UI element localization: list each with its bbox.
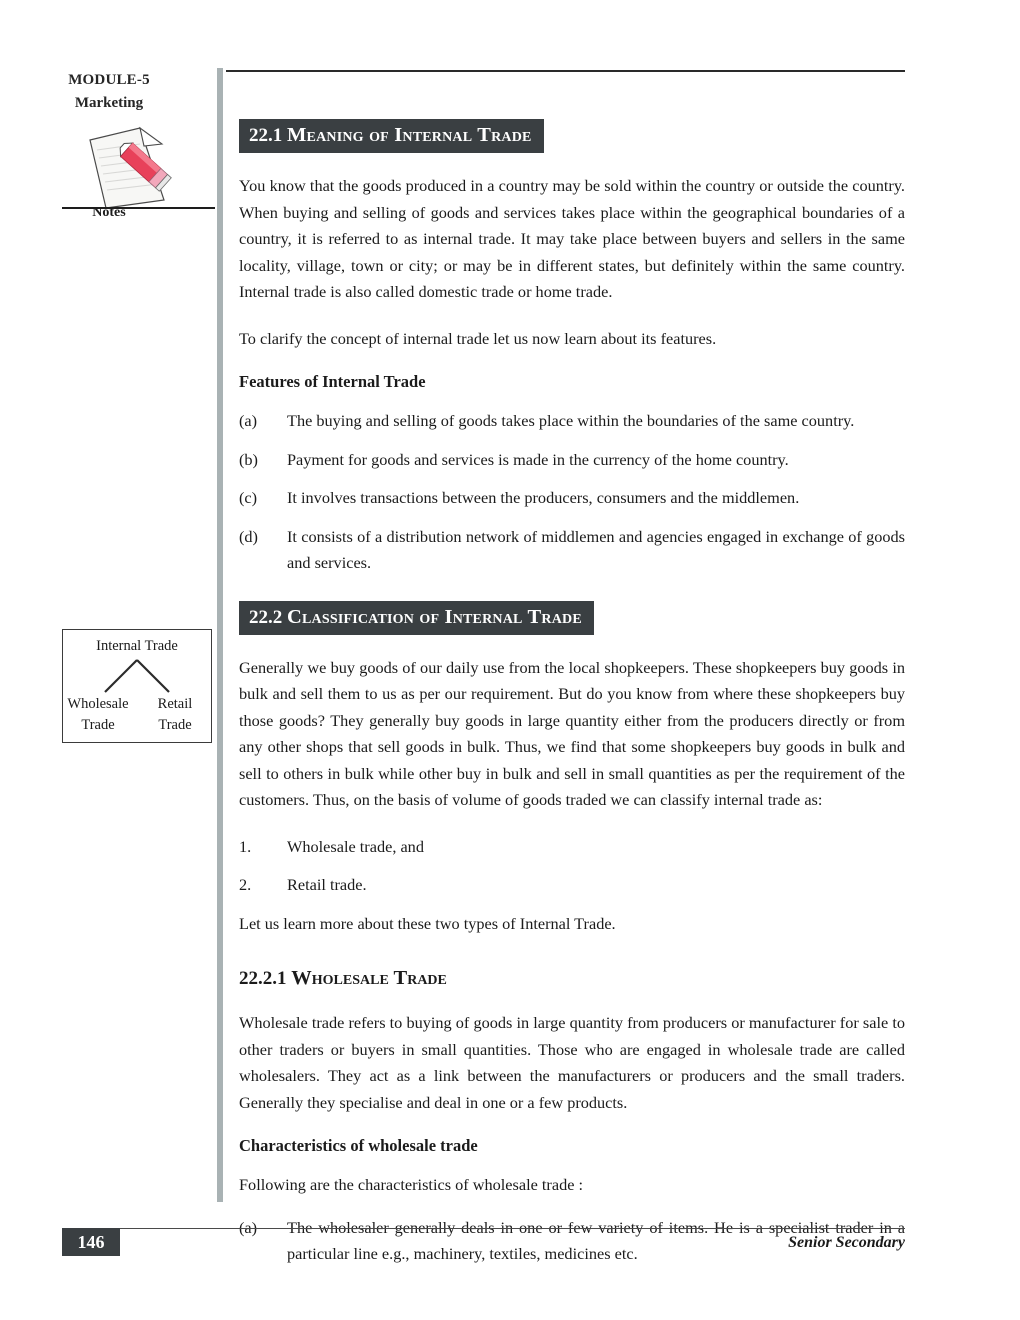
trade-types-list (239, 834, 905, 899)
list-marker: (c) (239, 488, 258, 507)
left-margin-column (0, 0, 218, 1320)
section-22-1-paragraph-2: To clarify the concept of internal trade let us now learn about its features. (239, 328, 717, 348)
section-22-2-1-paragraph-2: Following are the characteristics of wholesale trade : (239, 1175, 584, 1194)
section-number-22-1: 22.1 (249, 125, 283, 146)
list-text: It consists of a distribution network of middlemen and agencies engaged in exchange of goods and services. (287, 526, 905, 572)
main-content-column (239, 0, 905, 1268)
diagram-left-leaf-line2: Trade (81, 717, 115, 733)
section-number-22-2: 22.2 (249, 606, 283, 628)
list-marker: (b) (239, 449, 258, 469)
list-text: Wholesale trade, and (287, 836, 424, 856)
margin-vertical-rule (217, 68, 223, 1202)
list-marker: (a) (239, 411, 258, 430)
list-marker: 1. (239, 836, 252, 856)
section-22-1-paragraph-1: You know that the goods produced in a country may be sold within the country or outside the country. When buying and selling of goods and services takes place within the geographical boundaries of a country, it is referred to as internal trade. It may take place between buyers and sellers in the same locality, village, town or city; or may be in different states, but definitely within the same country. Internal trade is also called domestic trade or home trade. (239, 176, 905, 301)
notes-paper-pencil-icon (78, 122, 188, 210)
footer-right-label: Senior Secondary (788, 1234, 905, 1251)
section-title-22-1: Meaning of Internal Trade (287, 124, 532, 146)
section-heading-22-1 (239, 119, 544, 153)
diagram-right-leaf (139, 694, 211, 736)
list-item (239, 834, 905, 861)
diagram-left-leaf-line1: Wholesale (67, 696, 129, 712)
section-heading-22-2 (239, 601, 594, 635)
list-text: Payment for goods and services is made in the currency of the home country. (287, 449, 789, 469)
diagram-right-leaf-line1: Retail (157, 696, 193, 712)
section-22-2-paragraph-1: Generally we buy goods of our daily use from the local shopkeepers. These shopkeepers buy goods in bulk and sell them to us as per our requirement. But do you know from where these shopkeepers buy those goods? They generally buy goods in large quantity either from the producers directly or from any other shops that sell goods in bulk. Thus, we find that some shopkeepers buy goods in bulk and sell to others in bulk while other buy in bulk and sell in small quantities as per the requirement of the customers. Thus, on the basis of volume of goods traded we can classify internal trade as: (239, 657, 905, 809)
list-item (239, 408, 905, 435)
list-marker: (a) (239, 1217, 258, 1237)
list-item (239, 872, 905, 899)
section-22-2-1-paragraph-1: Wholesale trade refers to buying of goods in large quantity from producers or manufacturer for sale to other traders or buyers in small quantities. Those who are engaged in wholesale trade are called wholesalers. They act as a link between the manufacturers or producers and the small traders. Generally they specialise and deal in one or a few products. (239, 1013, 905, 1112)
internal-trade-classification-diagram (62, 629, 212, 743)
module-subject: Marketing (74, 95, 144, 111)
list-text: It involves transactions between the producers, consumers and the middlemen. (287, 488, 800, 507)
diagram-left-leaf (59, 694, 137, 736)
notes-label: Notes (92, 205, 126, 220)
subsection-title-22-2-1: Wholesale Trade (291, 967, 447, 989)
features-list (239, 408, 905, 577)
list-text: The wholesaler generally deals in one or few variety of items. He is a specialist trader in a particular line e.g., machinery, textiles, medicines etc. (287, 1217, 905, 1263)
list-item (239, 485, 905, 512)
page-number-badge: 146 (62, 1228, 120, 1256)
characteristics-heading: Characteristics of wholesale trade (239, 1136, 478, 1155)
list-marker: 2. (239, 875, 252, 894)
module-label: MODULE-5 (68, 72, 150, 88)
list-text: The buying and selling of goods takes place within the boundaries of the same country. (287, 411, 855, 430)
features-heading: Features of Internal Trade (239, 372, 426, 391)
list-marker: (d) (239, 526, 258, 546)
diagram-right-leaf-line2: Trade (158, 717, 192, 733)
section-22-2-paragraph-2: Let us learn more about these two types of Internal Trade. (239, 913, 616, 933)
subsection-heading-22-2-1 (239, 967, 905, 990)
list-item (239, 524, 905, 577)
list-text: Retail trade. (287, 875, 367, 894)
diagram-root-label: Internal Trade (96, 638, 178, 654)
list-item (239, 447, 905, 474)
section-title-22-2: Classification of Internal Trade (287, 605, 582, 628)
subsection-number-22-2-1: 22.2.1 (239, 968, 287, 989)
footer-rule (107, 1228, 905, 1229)
